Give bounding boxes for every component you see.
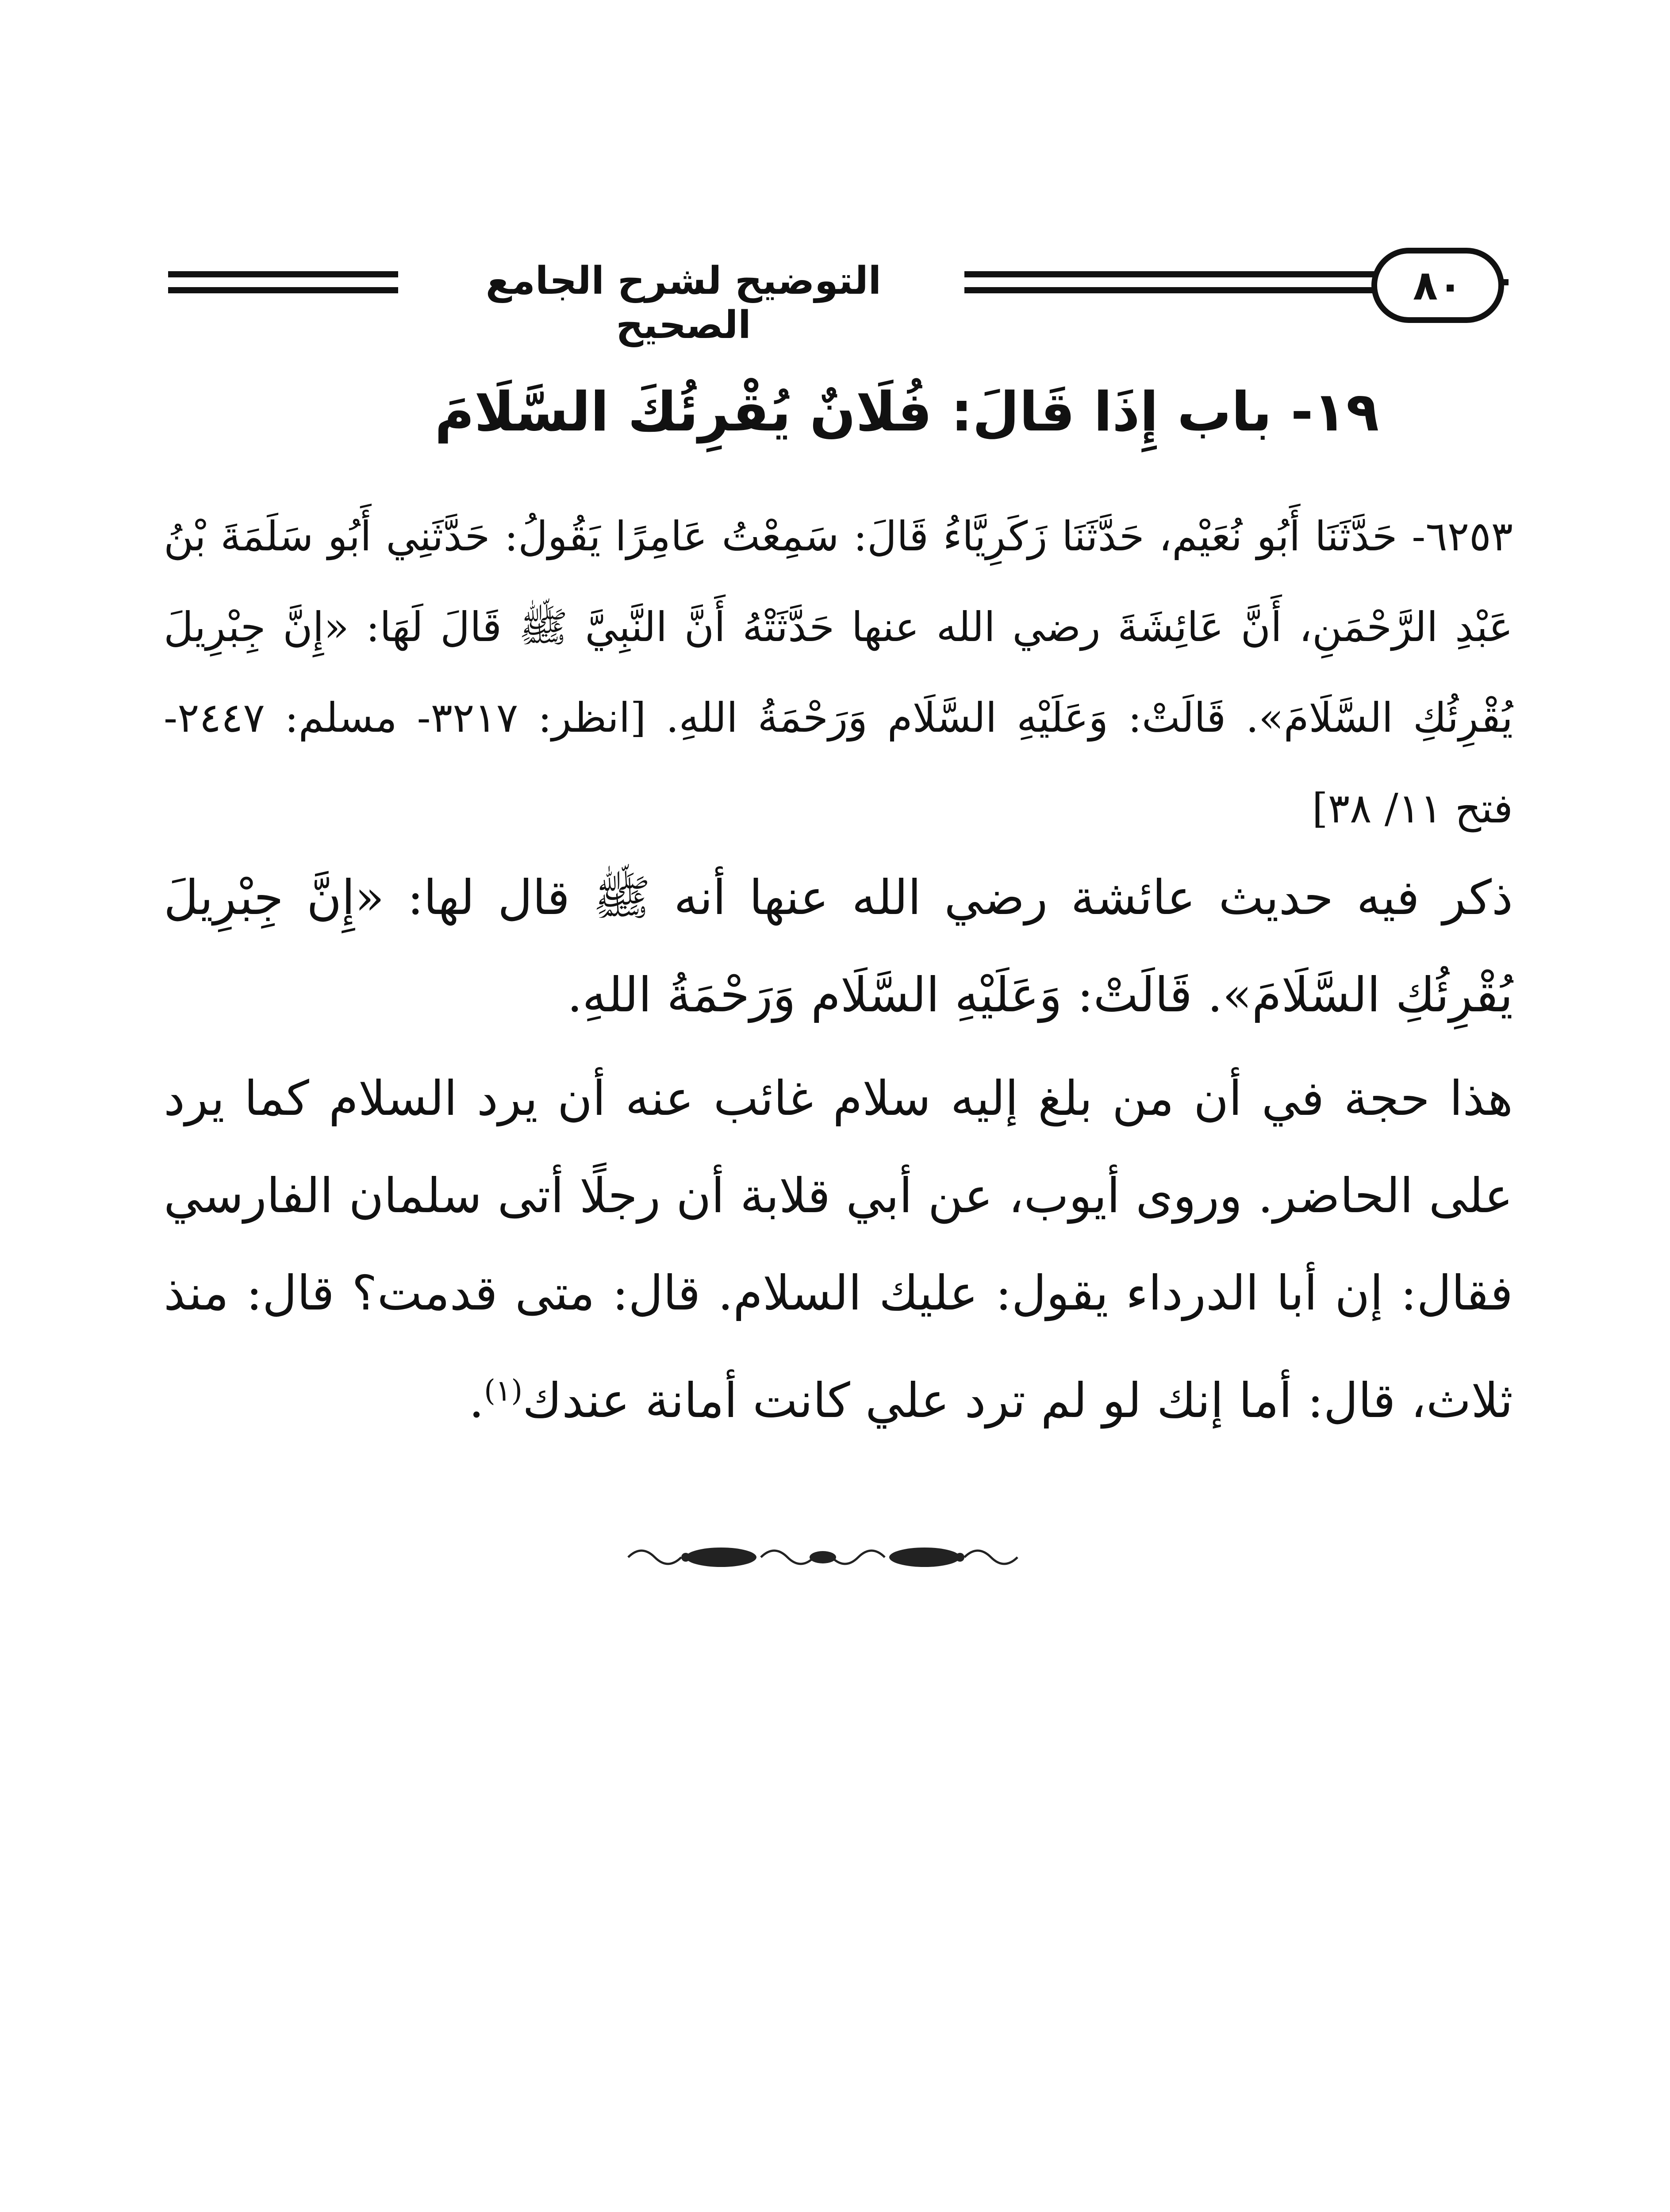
- hadith-text: ٦٢٥٣- حَدَّثَنَا أَبُو نُعَيْم، حَدَّثَنَا زَكَرِيَّاءُ قَالَ: سَمِعْتُ عَامِرًا يَقُولُ: حَدَّثَنِي أَبُو سَلَمَةَ بْنُ عَبْدِ الرَّحْمَنِ، أَنَّ عَائِشَةَ رضي الله عنها حَدَّثَتْهُ أَنَّ النَّبِيَّ ﷺ قَالَ لَهَا: «إِنَّ جِبْرِيلَ يُقْرِئُكِ السَّلَامَ». قَالَتْ: وَعَلَيْهِ السَّلَام وَرَحْمَةُ اللهِ. [انظر: ٣٢١٧- مسلم: ٢٤٤٧- فتح ١١/ ٣٨]: [164, 513, 1513, 832]
- commentary-paragraph: [164, 1050, 1513, 1450]
- commentary-paragraph-text: هذا حجة في أن من بلغ إليه سلام غائب عنه أن يرد السلام كما يرد على الحاضر. وروى أيوب، عن أبي قلابة أن رجلًا أتى سلمان الفارسي فقال: إن أبا الدرداء يقول: عليك السلام. قال: متى قدمت؟ قال: منذ ثلاث، قال: أما إنك لو لم ترد علي كانت أمانة عندك: [164, 1071, 1513, 1429]
- header-rule-middle-top: [964, 271, 1376, 277]
- section-ornament: [619, 1540, 1026, 1575]
- header-rule-left-top: [168, 271, 398, 277]
- end-punctuation: .: [468, 1373, 484, 1429]
- running-title: التوضيح لشرح الجامع الصحيح: [485, 259, 882, 347]
- header-rule-right: [1500, 279, 1509, 285]
- header-rule-left-bottom: [168, 287, 398, 293]
- header-rule-middle-bottom: [964, 287, 1376, 293]
- footnote-reference[interactable]: (١): [484, 1374, 523, 1408]
- page-header: [168, 232, 1509, 347]
- page-number: ٨٠: [1371, 248, 1504, 323]
- commentary: [164, 849, 1513, 1450]
- chapter-title: ١٩- باب إِذَا قَالَ: فُلَانٌ يُقْرِئُكَ السَّلَامَ: [434, 380, 1379, 443]
- commentary-paragraph: ذكر فيه حديث عائشة رضي الله عنها أنه ﷺ قال لها: «إِنَّ جِبْرِيلَ يُقْرِئُكِ السَّلَامَ». قَالَتْ: وَعَلَيْهِ السَّلَام وَرَحْمَةُ اللهِ.: [164, 870, 1513, 1023]
